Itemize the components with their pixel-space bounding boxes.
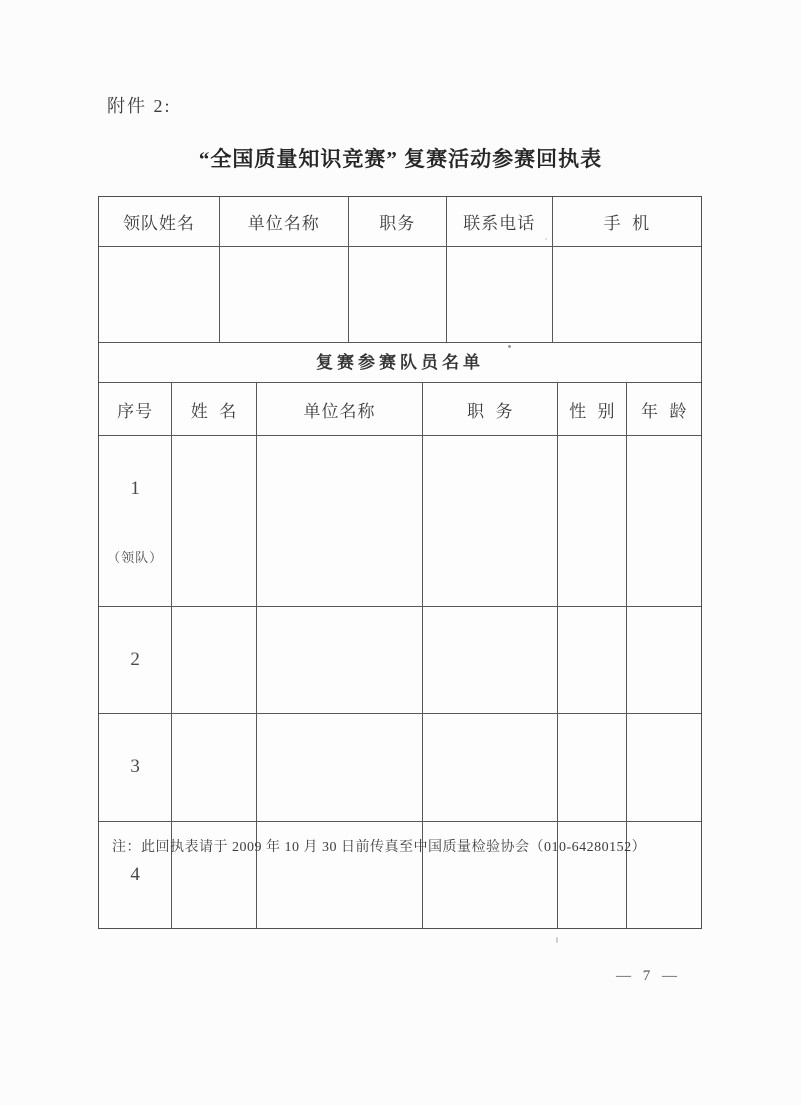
empty-cell xyxy=(627,714,701,822)
empty-cell xyxy=(627,436,701,607)
member-row-1 xyxy=(99,436,701,607)
scan-speckle xyxy=(556,937,558,943)
seq-number: 3 xyxy=(130,756,140,778)
leader-header-phone: 联系电话 xyxy=(446,197,552,247)
empty-cell xyxy=(423,436,558,607)
empty-cell xyxy=(172,606,256,714)
leader-info-table xyxy=(99,197,701,343)
page-number: — 7 — xyxy=(616,968,681,984)
empty-cell xyxy=(256,714,423,822)
seq-cell xyxy=(99,714,172,822)
empty-cell xyxy=(256,606,423,714)
empty-cell xyxy=(423,714,558,822)
leader-header-row xyxy=(99,197,701,247)
members-header-unit: 单位名称 xyxy=(256,383,423,436)
empty-cell xyxy=(423,606,558,714)
members-header-name: 姓 名 xyxy=(172,383,256,436)
leader-unit-cell xyxy=(219,247,348,343)
seq-number: 2 xyxy=(130,648,140,670)
members-header-seq: 序号 xyxy=(99,383,172,436)
members-header-row xyxy=(99,383,701,436)
leader-phone-cell xyxy=(446,247,552,343)
seq-cell xyxy=(99,606,172,714)
members-header-age: 年 龄 xyxy=(627,383,701,436)
member-row-2 xyxy=(99,606,701,714)
leader-blank-row xyxy=(99,247,701,343)
seq-number: 1 xyxy=(130,478,140,499)
seq-leader-note: （领队） xyxy=(107,549,164,565)
members-header-position: 职 务 xyxy=(423,383,558,436)
scan-speckle xyxy=(508,345,511,348)
empty-cell xyxy=(172,436,256,607)
leader-header-mobile: 手 机 xyxy=(552,197,701,247)
empty-cell xyxy=(558,436,627,607)
leader-header-position: 职务 xyxy=(348,197,446,247)
seq-number: 4 xyxy=(130,863,140,885)
page-title: “全国质量知识竞赛” 复赛活动参赛回执表 xyxy=(198,147,603,171)
empty-cell xyxy=(558,606,627,714)
members-section-title: 复赛参赛队员名单 xyxy=(99,343,701,383)
leader-header-name: 领队姓名 xyxy=(99,197,219,247)
empty-cell xyxy=(172,714,256,822)
member-row-3 xyxy=(99,714,701,822)
scan-speckle xyxy=(545,238,547,240)
leader-position-cell xyxy=(348,247,446,343)
empty-cell xyxy=(627,606,701,714)
empty-cell xyxy=(558,714,627,822)
leader-name-cell xyxy=(99,247,219,343)
leader-mobile-cell xyxy=(552,247,701,343)
attachment-label: 附件 2: xyxy=(107,96,172,116)
leader-header-unit: 单位名称 xyxy=(219,197,348,247)
fax-footnote: 注：此回执表请于 2009 年 10 月 30 日前传真至中国质量检验协会（010-64280152） xyxy=(112,840,647,855)
empty-cell xyxy=(256,436,423,607)
seq-cell xyxy=(99,436,172,607)
members-header-gender: 性 别 xyxy=(558,383,627,436)
reply-form-table xyxy=(98,196,702,929)
